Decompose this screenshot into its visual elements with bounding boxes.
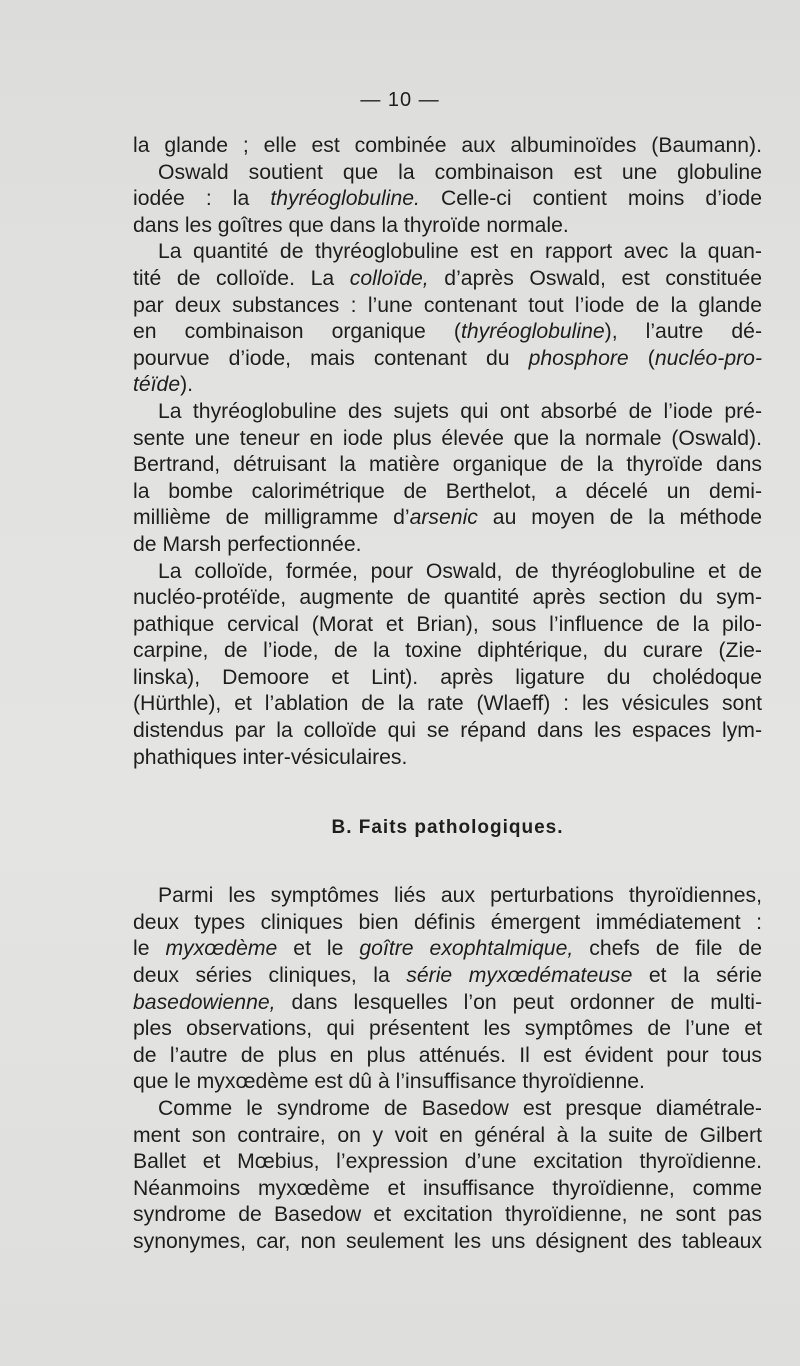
text-run: la glande ; elle est combinée aux albuminoïdes (Baumann). (133, 134, 762, 157)
text-run: (Hürthle), et l’ablation de la rate (Wlaeff) : les vésicules sont (133, 692, 762, 716)
text-run: linska), Demoore et Lint). après ligature du cholédoque (133, 665, 762, 689)
text-run: chefs de file de (573, 937, 762, 961)
text-line (133, 1176, 762, 1203)
italic-text: myxœdème (165, 937, 278, 961)
text-run: carpine, de l’iode, de la toxine diphtérique, du curare (Zie- (133, 639, 762, 663)
text-run: La quantité de thyréoglobuline est en rapport avec la quan- (158, 240, 762, 264)
text-run: deux types cliniques bien définis émergent immédiatement : (133, 910, 762, 934)
text-line (133, 452, 762, 479)
text-line (133, 718, 762, 745)
text-run: distendus par la colloïde qui se répand dans les espaces lym- (133, 719, 762, 743)
text-run: ples observations, qui présentent les symptômes de l’une et (133, 1017, 762, 1041)
text-line (133, 638, 762, 665)
italic-text: phosphore (528, 346, 629, 370)
text-line (133, 612, 762, 639)
italic-text: nucléo-pro- (654, 346, 762, 370)
text-run: La thyréoglobuline des sujets qui ont absorbé de l’iode pré- (158, 399, 762, 423)
text-line (133, 532, 762, 559)
text-line (133, 346, 762, 373)
italic-text: téïde (133, 373, 181, 397)
text-run: Celle-ci contient moins d’iode (419, 187, 762, 211)
italic-text: basedowienne, (133, 990, 276, 1014)
text-run: en combinaison organique ( (133, 320, 461, 344)
text-run: Comme le syndrome de Basedow est presque diamétrale- (158, 1097, 762, 1120)
text-run: nucléo-protéïde, augmente de quantité après section du sym- (133, 586, 762, 610)
text-run: au moyen de la méthode (477, 506, 762, 530)
text-run: ment son contraire, on y voit en général à la suite de Gilbert (133, 1123, 762, 1147)
text-line (133, 293, 762, 320)
text-line (133, 1123, 762, 1150)
text-line (133, 1096, 762, 1123)
paragraph-block-pathology (133, 883, 762, 1255)
text-run: tité de colloïde. La (133, 266, 350, 290)
paragraph-block-physiology (133, 133, 762, 771)
text-line (133, 1229, 762, 1256)
text-run: Oswald soutient que la combinaison est une globuline (158, 160, 762, 184)
text-run: que le myxœdème est dû à l’insuffisance thyroïdienne. (133, 1070, 645, 1094)
text-run: le (133, 937, 166, 961)
text-line (133, 559, 762, 586)
text-run: pourvue d’iode, mais contenant du (133, 346, 529, 370)
italic-text: arsenic (409, 506, 478, 530)
page-number: — 10 — (360, 89, 440, 111)
text-line (133, 1149, 762, 1176)
text-run: par deux substances : l’une contenant tout l’iode de la glande (133, 293, 762, 317)
text-run: ). (180, 373, 194, 397)
italic-text: série myxœdémateuse (406, 964, 633, 988)
text-run: ), l’autre dé- (604, 320, 763, 344)
text-run: d’après Oswald, est constituée (428, 266, 763, 290)
text-run: syndrome de Basedow et excitation thyroïdienne, ne sont pas (133, 1203, 762, 1227)
text-line (133, 665, 762, 692)
text-line (133, 936, 762, 963)
text-run: la bombe calorimétrique de Berthelot, a décelé un demi- (133, 479, 762, 503)
text-run: Parmi les symptômes liés aux perturbations thyroïdiennes, (158, 884, 762, 908)
text-run: sente une teneur en iode plus élevée que la normale (Oswald). (133, 426, 762, 450)
text-line (133, 745, 762, 772)
text-line (133, 585, 762, 612)
italic-text: thyréoglobuline. (270, 187, 420, 211)
text-line (133, 213, 762, 240)
text-line (133, 910, 762, 937)
text-line (133, 1043, 762, 1070)
text-run: iodée : la (133, 187, 271, 211)
text-line (133, 1202, 762, 1229)
text-line (133, 479, 762, 506)
text-line (133, 426, 762, 453)
text-line (133, 1069, 762, 1096)
text-run: ( (628, 346, 655, 370)
text-run: Ballet et Mœbius, l’expression d’une excitation thyroïdienne. (133, 1150, 762, 1174)
text-line (133, 372, 762, 399)
text-line (133, 266, 762, 293)
italic-text: colloïde, (349, 266, 429, 290)
text-run: dans lesquelles l’on peut ordonner de multi- (275, 990, 762, 1014)
text-run: deux séries cliniques, la (133, 964, 407, 988)
text-line (133, 990, 762, 1017)
text-run: de Marsh perfectionnée. (133, 532, 362, 556)
text-line (133, 133, 762, 160)
text-run: La colloïde, formée, pour Oswald, de thyréoglobuline et de (158, 559, 762, 583)
text-run: pathique cervical (Morat et Brian), sous l’influence de la pilo- (133, 612, 762, 636)
text-line (133, 505, 762, 532)
text-run: phathiques inter-vésiculaires. (133, 745, 408, 769)
text-run: synonymes, car, non seulement les uns désignent des tableaux (133, 1229, 762, 1253)
text-run: Bertrand, détruisant la matière organique de la thyroïde dans (133, 453, 762, 477)
text-line (133, 186, 762, 213)
italic-text: thyréoglobuline (460, 320, 605, 344)
text-line (133, 691, 762, 718)
text-run: de l’autre de plus en plus atténués. Il est évident pour tous (133, 1043, 762, 1067)
text-run: dans les goîtres que dans la thyroïde normale. (133, 213, 569, 237)
italic-text: goître exophtalmique, (359, 937, 574, 961)
text-run: et la série (632, 964, 762, 988)
text-line (133, 883, 762, 910)
text-line (133, 160, 762, 187)
text-run: et le (277, 937, 360, 961)
text-line (133, 399, 762, 426)
text-line (133, 1016, 762, 1043)
section-heading: B. Faits pathologiques. (331, 817, 564, 839)
text-line (133, 963, 762, 990)
text-line (133, 319, 762, 346)
text-line (133, 239, 762, 266)
text-run: millième de milligramme d’ (133, 506, 410, 530)
text-run: Néanmoins myxœdème et insuffisance thyroïdienne, comme (133, 1176, 762, 1200)
